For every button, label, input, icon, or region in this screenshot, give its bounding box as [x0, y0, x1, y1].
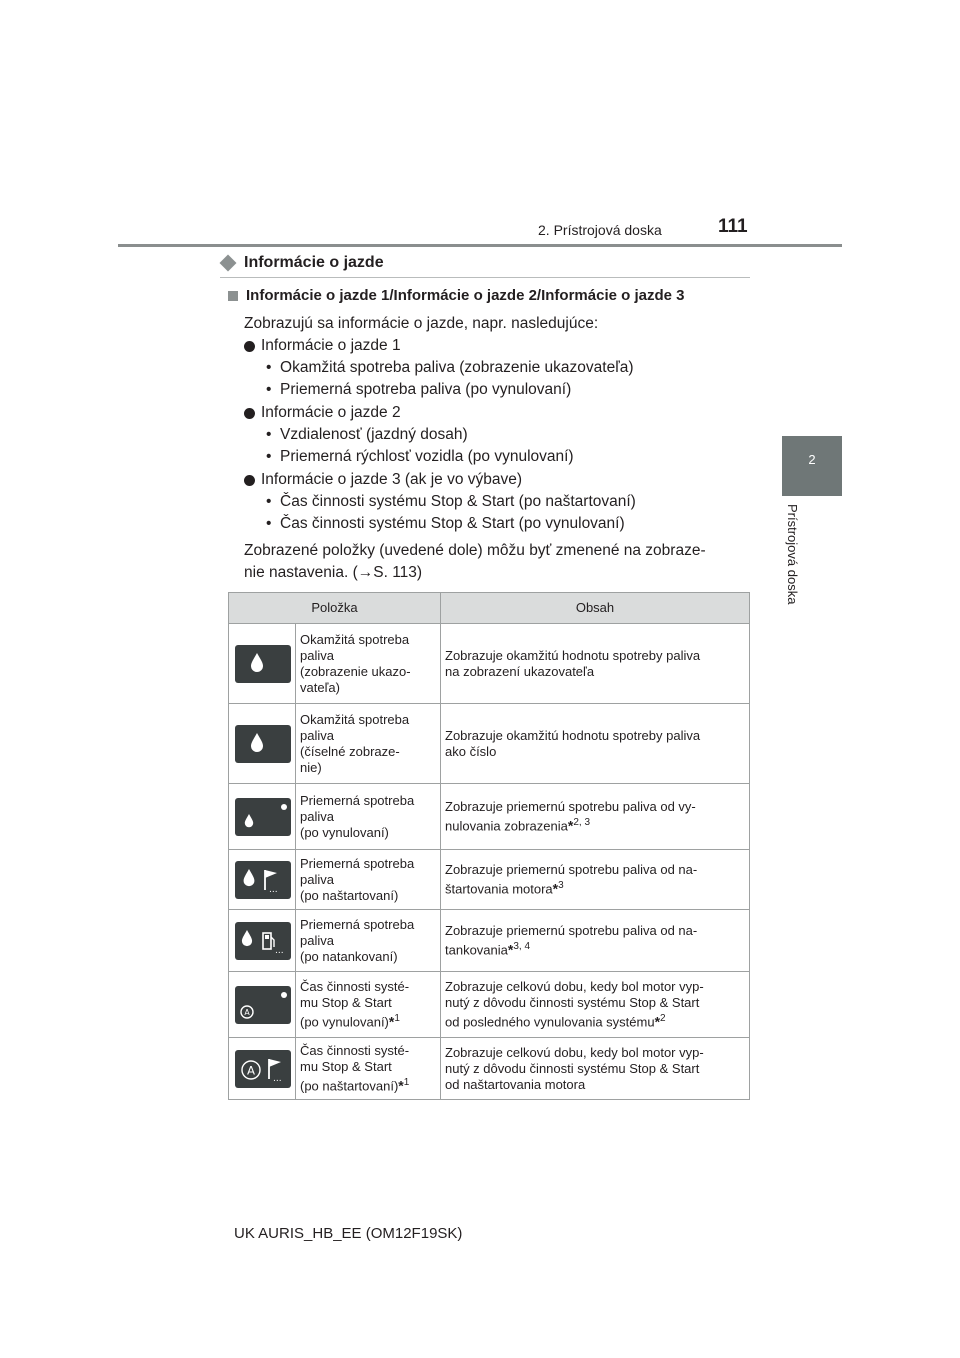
item-cell: Čas činnosti systé- mu Stop & Start (po vynulovaní)*$^1$ — [296, 972, 441, 1038]
bullet-dot-icon — [244, 408, 255, 419]
item-cell: Priemerná spotreba paliva (po vynulovaní) — [296, 784, 441, 850]
document-footer: UK AURIS_HB_EE (OM12F19SK) — [234, 1225, 463, 1242]
note-text: Zobrazené položky (uvedené dole) môžu byť zmenené na zobraze- nie nastavenia. (→S. 113) — [244, 542, 706, 581]
section-heading — [220, 254, 384, 272]
chapter-tab-title-text: Prístrojová doska — [785, 504, 800, 605]
table-row — [229, 910, 750, 972]
arrow-icon: → — [357, 564, 374, 581]
group-title: Informácie o jazde 2 — [261, 404, 401, 421]
page-reference-link[interactable]: S. 113) — [373, 564, 423, 581]
list-item: • Vzdialenosť (jazdný dosah) — [266, 426, 468, 443]
svg-text:A: A — [247, 1063, 255, 1077]
svg-text:...: ... — [273, 1073, 282, 1084]
item-cell: Čas činnosti systé- mu Stop & Start (po naštartovaní)*$^1$ — [296, 1038, 441, 1100]
chapter-tab — [782, 436, 842, 496]
diamond-icon — [220, 255, 237, 272]
display-items-table — [228, 592, 750, 1100]
header-rule — [118, 244, 842, 247]
chapter-tab-number: 2 — [808, 452, 816, 467]
content-cell: Zobrazuje priemernú spotrebu paliva od na- tankovania*$^{3, 4}$ — [441, 910, 750, 972]
bullet-dot-icon — [244, 341, 255, 352]
icon-cell — [229, 704, 296, 784]
svg-text:A: A — [244, 1007, 250, 1017]
item-cell: Okamžitá spotreba paliva (zobrazenie ukazo- vateľa) — [296, 624, 441, 704]
content-cell: Zobrazuje celkovú dobu, kedy bol motor vyp- nutý z dôvodu činnosti systému Stop & Start od posledného vynulovania systému*$^2$ — [441, 972, 750, 1038]
content-cell: Zobrazuje priemernú spotrebu paliva od vy- nulovania zobrazenia*$^{2, 3}$ — [441, 784, 750, 850]
table-row — [229, 704, 750, 784]
fuel-drop-icon — [235, 645, 291, 683]
intro-text: Zobrazujú sa informácie o jazde, napr. nasledujúce: — [244, 315, 599, 332]
bullet-dot-icon — [244, 475, 255, 486]
icon-cell — [229, 910, 296, 972]
group-title: Informácie o jazde 1 — [261, 337, 401, 354]
icon-cell — [229, 624, 296, 704]
stop-start-flag-icon — [235, 1050, 291, 1088]
list-item: • Priemerná rýchlosť vozidla (po vynulovaní) — [266, 448, 574, 465]
icon-cell — [229, 972, 296, 1038]
list-item: • Čas činnosti systému Stop & Start (po vynulovaní) — [266, 515, 625, 532]
table-row — [229, 784, 750, 850]
section-heading-text: Informácie o jazde — [244, 254, 384, 271]
column-header-item: Položka — [229, 593, 441, 624]
stop-start-reset-icon — [235, 986, 291, 1024]
square-bullet-icon — [228, 291, 238, 301]
heading-rule — [220, 277, 750, 278]
table-row — [229, 1038, 750, 1100]
table-row — [229, 624, 750, 704]
icon-cell — [229, 1038, 296, 1100]
table-row — [229, 850, 750, 910]
content-cell: Zobrazuje celkovú dobu, kedy bol motor vyp- nutý z dôvodu činnosti systému Stop & Start od naštartovania motora — [441, 1038, 750, 1100]
fuel-drop-flag-icon — [235, 861, 291, 899]
item-cell: Priemerná spotreba paliva (po naštartovaní) — [296, 850, 441, 910]
subsection-heading-text: Informácie o jazde 1/Informácie o jazde 2/Informácie o jazde 3 — [246, 287, 685, 304]
list-item: • Čas činnosti systému Stop & Start (po naštartovaní) — [266, 493, 636, 510]
svg-text:...: ... — [275, 945, 284, 956]
table-row — [229, 972, 750, 1038]
fuel-drop-icon — [235, 725, 291, 763]
group-title: Informácie o jazde 3 (ak je vo výbave) — [261, 471, 523, 488]
group-3 — [244, 471, 522, 489]
content-cell: Zobrazuje okamžitú hodnotu spotreby paliva na zobrazení ukazovateľa — [441, 624, 750, 704]
chapter-tab-title — [786, 504, 806, 616]
subsection-heading — [228, 287, 684, 304]
content-cell: Zobrazuje okamžitú hodnotu spotreby paliva ako číslo — [441, 704, 750, 784]
svg-text:...: ... — [269, 884, 278, 895]
item-cell: Priemerná spotreba paliva (po natankovaní) — [296, 910, 441, 972]
section-label: 2. Prístrojová doska — [538, 222, 662, 238]
page-number: 111 — [718, 216, 748, 237]
list-item: • Okamžitá spotreba paliva (zobrazenie ukazovateľa) — [266, 359, 634, 376]
content-cell: Zobrazuje priemernú spotrebu paliva od na- štartovania motora*$^3$ — [441, 850, 750, 910]
list-item: • Priemerná spotreba paliva (po vynulovaní) — [266, 381, 572, 398]
icon-cell — [229, 784, 296, 850]
fuel-drop-pump-icon — [235, 922, 291, 960]
group-2 — [244, 404, 401, 422]
item-cell: Okamžitá spotreba paliva (číselné zobraze- nie) — [296, 704, 441, 784]
column-header-content: Obsah — [441, 593, 750, 624]
icon-cell — [229, 850, 296, 910]
fuel-drop-reset-icon — [235, 798, 291, 836]
group-1 — [244, 337, 401, 355]
